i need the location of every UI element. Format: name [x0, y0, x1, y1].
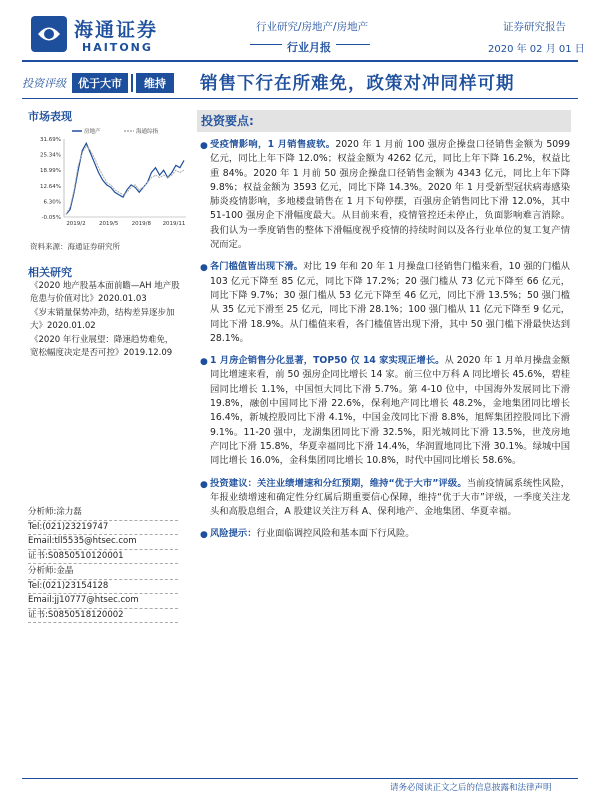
key-point-lead: 各门槛值皆出现下滑。	[210, 261, 304, 273]
legend-label: 房地产	[84, 129, 101, 135]
key-point	[200, 260, 570, 346]
analyst-email[interactable]: Email:tll5535@htsec.com	[28, 535, 178, 550]
series-line	[66, 143, 184, 214]
report-type: 行业月报	[282, 39, 336, 55]
analyst-cert: 证书:S0850510120001	[28, 550, 178, 565]
haitong-logo	[30, 13, 180, 57]
related-item[interactable]: 《岁末销量保势冲劲，结构差异逐步加大》2020.01.02	[30, 308, 175, 331]
key-point-lead: 投资建议：关注业绩增速和分红预期，维持“优于大市”评级。	[210, 477, 467, 489]
related-list	[30, 280, 180, 361]
y-tick-label: 6.30%	[43, 199, 61, 206]
legend-label: 海通综指	[136, 129, 159, 135]
key-point	[200, 527, 570, 541]
report-title: 销售下行在所难免，政策对冲同样可期	[200, 74, 515, 94]
rating-label: 投资评级	[22, 77, 66, 90]
related-item[interactable]: 《2020 地产股基本面前瞻—AH 地产股危患与价值对比》2020.01.03	[30, 281, 180, 304]
y-tick-label: 12.64%	[40, 183, 61, 190]
bullet-icon: ●	[200, 530, 208, 541]
report-kind: 证券研究报告	[503, 21, 566, 33]
disclaimer-footer[interactable]: 请务必阅读正文之后的信息披露和法律声明	[390, 783, 552, 793]
related-item[interactable]: 《2020 年行业展望：降速趋势难免，宽松幅度决定是否可控》2019.12.09	[30, 335, 174, 358]
rating-bar	[22, 73, 174, 93]
y-tick-label: 31.69%	[40, 137, 61, 143]
key-points-heading: 投资要点:	[197, 110, 571, 132]
market-chart-svg	[28, 125, 190, 235]
analyst-cert: 证书:S0850518120002	[28, 609, 178, 624]
key-point-lead: 风险提示：	[210, 528, 257, 540]
rating-keep: 维持	[136, 73, 174, 93]
y-tick-label: 25.34%	[40, 152, 61, 159]
key-point	[200, 354, 570, 468]
market-chart	[28, 125, 190, 235]
key-point	[200, 477, 570, 520]
key-point-lead: 受疫情影响，1 月销售疲软。	[210, 139, 336, 150]
key-point-text: 对比 19 年和 20 年 1 月操盘口径销售门槛来看，10 强的门槛从 103 亿元下降至 85 亿元，同比下降 17.2%；20 强门槛从 73 亿元下降至 66 亿元，同比下降 9.7%；30 强门槛从 53 亿元下降至 46 亿元，同比下滑 13.5%；50 强门槛从 35 亿元下滑至 25 亿元，同比下滑 28.1%；100 强门槛从 11 亿元下降至 9 亿元，同比下滑 18.9%。从门槛值来看，各门槛值皆出现下滑，其中 50 强门槛下滑最快达到 28.1%。	[210, 261, 570, 344]
bullet-icon: ●	[200, 479, 208, 490]
haitong-logo-icon	[30, 15, 68, 53]
key-points-body	[200, 138, 570, 550]
analyst-card	[28, 565, 178, 623]
x-tick-label: 2019/5	[98, 221, 119, 227]
key-point-text: 从 2020 年 1 月单月操盘金额同比增速来看，前 50 强房企同比增长 14 家。前三位中万科 A 同比增长 45.6%，碧桂园同比增长 1.1%，中国恒大同比下滑 5.7%。第 4-10 位中，中国海外发展同比下滑 19.8%，融创中国同比下滑 22.6%，保利地产同比增长 48.2%，金地集团同比增长 16.4%，新城控股同比下滑 4.1%，中国金茂同比下滑 8.8%，旭辉集团控股同比下滑 9.1%。11-20 强中，龙湖集团同比下滑 32.5%，阳光城同比下滑 13.5%，世茂房地产同比下滑 15.8%，华夏幸福同比下滑 14.4%，华润置地同比下滑 30.1%。绿城中国同比增长 16.0%，金科集团同比增长 10.8%，时代中国同比增长 58.6%。	[210, 355, 570, 467]
report-category: 行业研究/房地产/房地产	[256, 21, 369, 33]
bullet-icon: ●	[200, 357, 208, 368]
key-point-text: 行业面临调控风险和基本面下行风险。	[256, 528, 415, 540]
analyst-name: 分析师:金晶	[28, 565, 178, 580]
bullet-icon: ●	[200, 141, 208, 151]
chart-source: 资料来源：海通证券研究所	[30, 242, 120, 251]
report-date: 2020 年 02 月 01 日	[488, 44, 585, 55]
header-rule	[22, 60, 578, 62]
series-line	[66, 146, 184, 215]
rating-value: 优于大市	[72, 73, 128, 93]
footer-rule	[22, 778, 578, 779]
analyst-email[interactable]: Email:jj10777@htsec.com	[28, 594, 178, 609]
x-tick-label: 2019/2	[66, 221, 86, 227]
market-section-title: 市场表现	[28, 110, 72, 123]
analyst-name: 分析师:涂力磊	[28, 506, 178, 521]
x-tick-label: 2019/11	[162, 221, 186, 227]
key-point	[200, 138, 570, 252]
logo-cn-text: 海通证券	[74, 19, 159, 41]
x-tick-label: 2019/8	[131, 221, 152, 227]
related-section-title: 相关研究	[28, 266, 72, 279]
y-tick-label: -0.05%	[41, 215, 61, 221]
key-point-text: 2020 年 1 月前 100 强房企操盘口径销售金额为 5099 亿元，同比上年下降 12.0%；权益金额为 4262 亿元，同比上年下降 16.2%，权益比重 84%。2020 年 1 月前 50 强房企操盘口径销售金额为 4343 亿元，同比上年下降 9.8%；权益金额为 3593 亿元，同比下降 14.3%。2020 年 1 月受新型冠状病毒感染肺炎疫情影响，多地楼盘销售在 1 月下旬停摆，百强房企销售同比下滑 12.0%，其中 51-100 强房企下滑幅度最大。从目前来看，疫情管控还未停止，负面影响难言消除。我们认为一季度销售的整体下滑幅度视乎疫情的持续时间以及各行业单位的复工复产情况而定。	[210, 139, 570, 251]
logo-en-text: HAITONG	[82, 41, 153, 54]
bullet-icon: ●	[200, 263, 208, 274]
y-tick-label: 18.99%	[40, 168, 61, 175]
title-rule	[22, 98, 578, 99]
rating-divider	[131, 74, 133, 92]
key-point-lead: 1 月房企销售分化显著，TOP50 仅 14 家实现正增长。	[210, 355, 445, 367]
analyst-tel: Tel:(021)23219747	[28, 521, 178, 536]
key-point-text: 当前疫情属系统性风险，年报业绩增速和确定性分红属后期重要信心保障，维持“优于大市”评级，一季度关注龙头和高股息组合，A 股建议关注万科 A、保利地产、金地集团、华夏幸福。	[210, 477, 570, 518]
analyst-tel: Tel:(021)23154128	[28, 580, 178, 595]
analyst-card	[28, 506, 178, 564]
